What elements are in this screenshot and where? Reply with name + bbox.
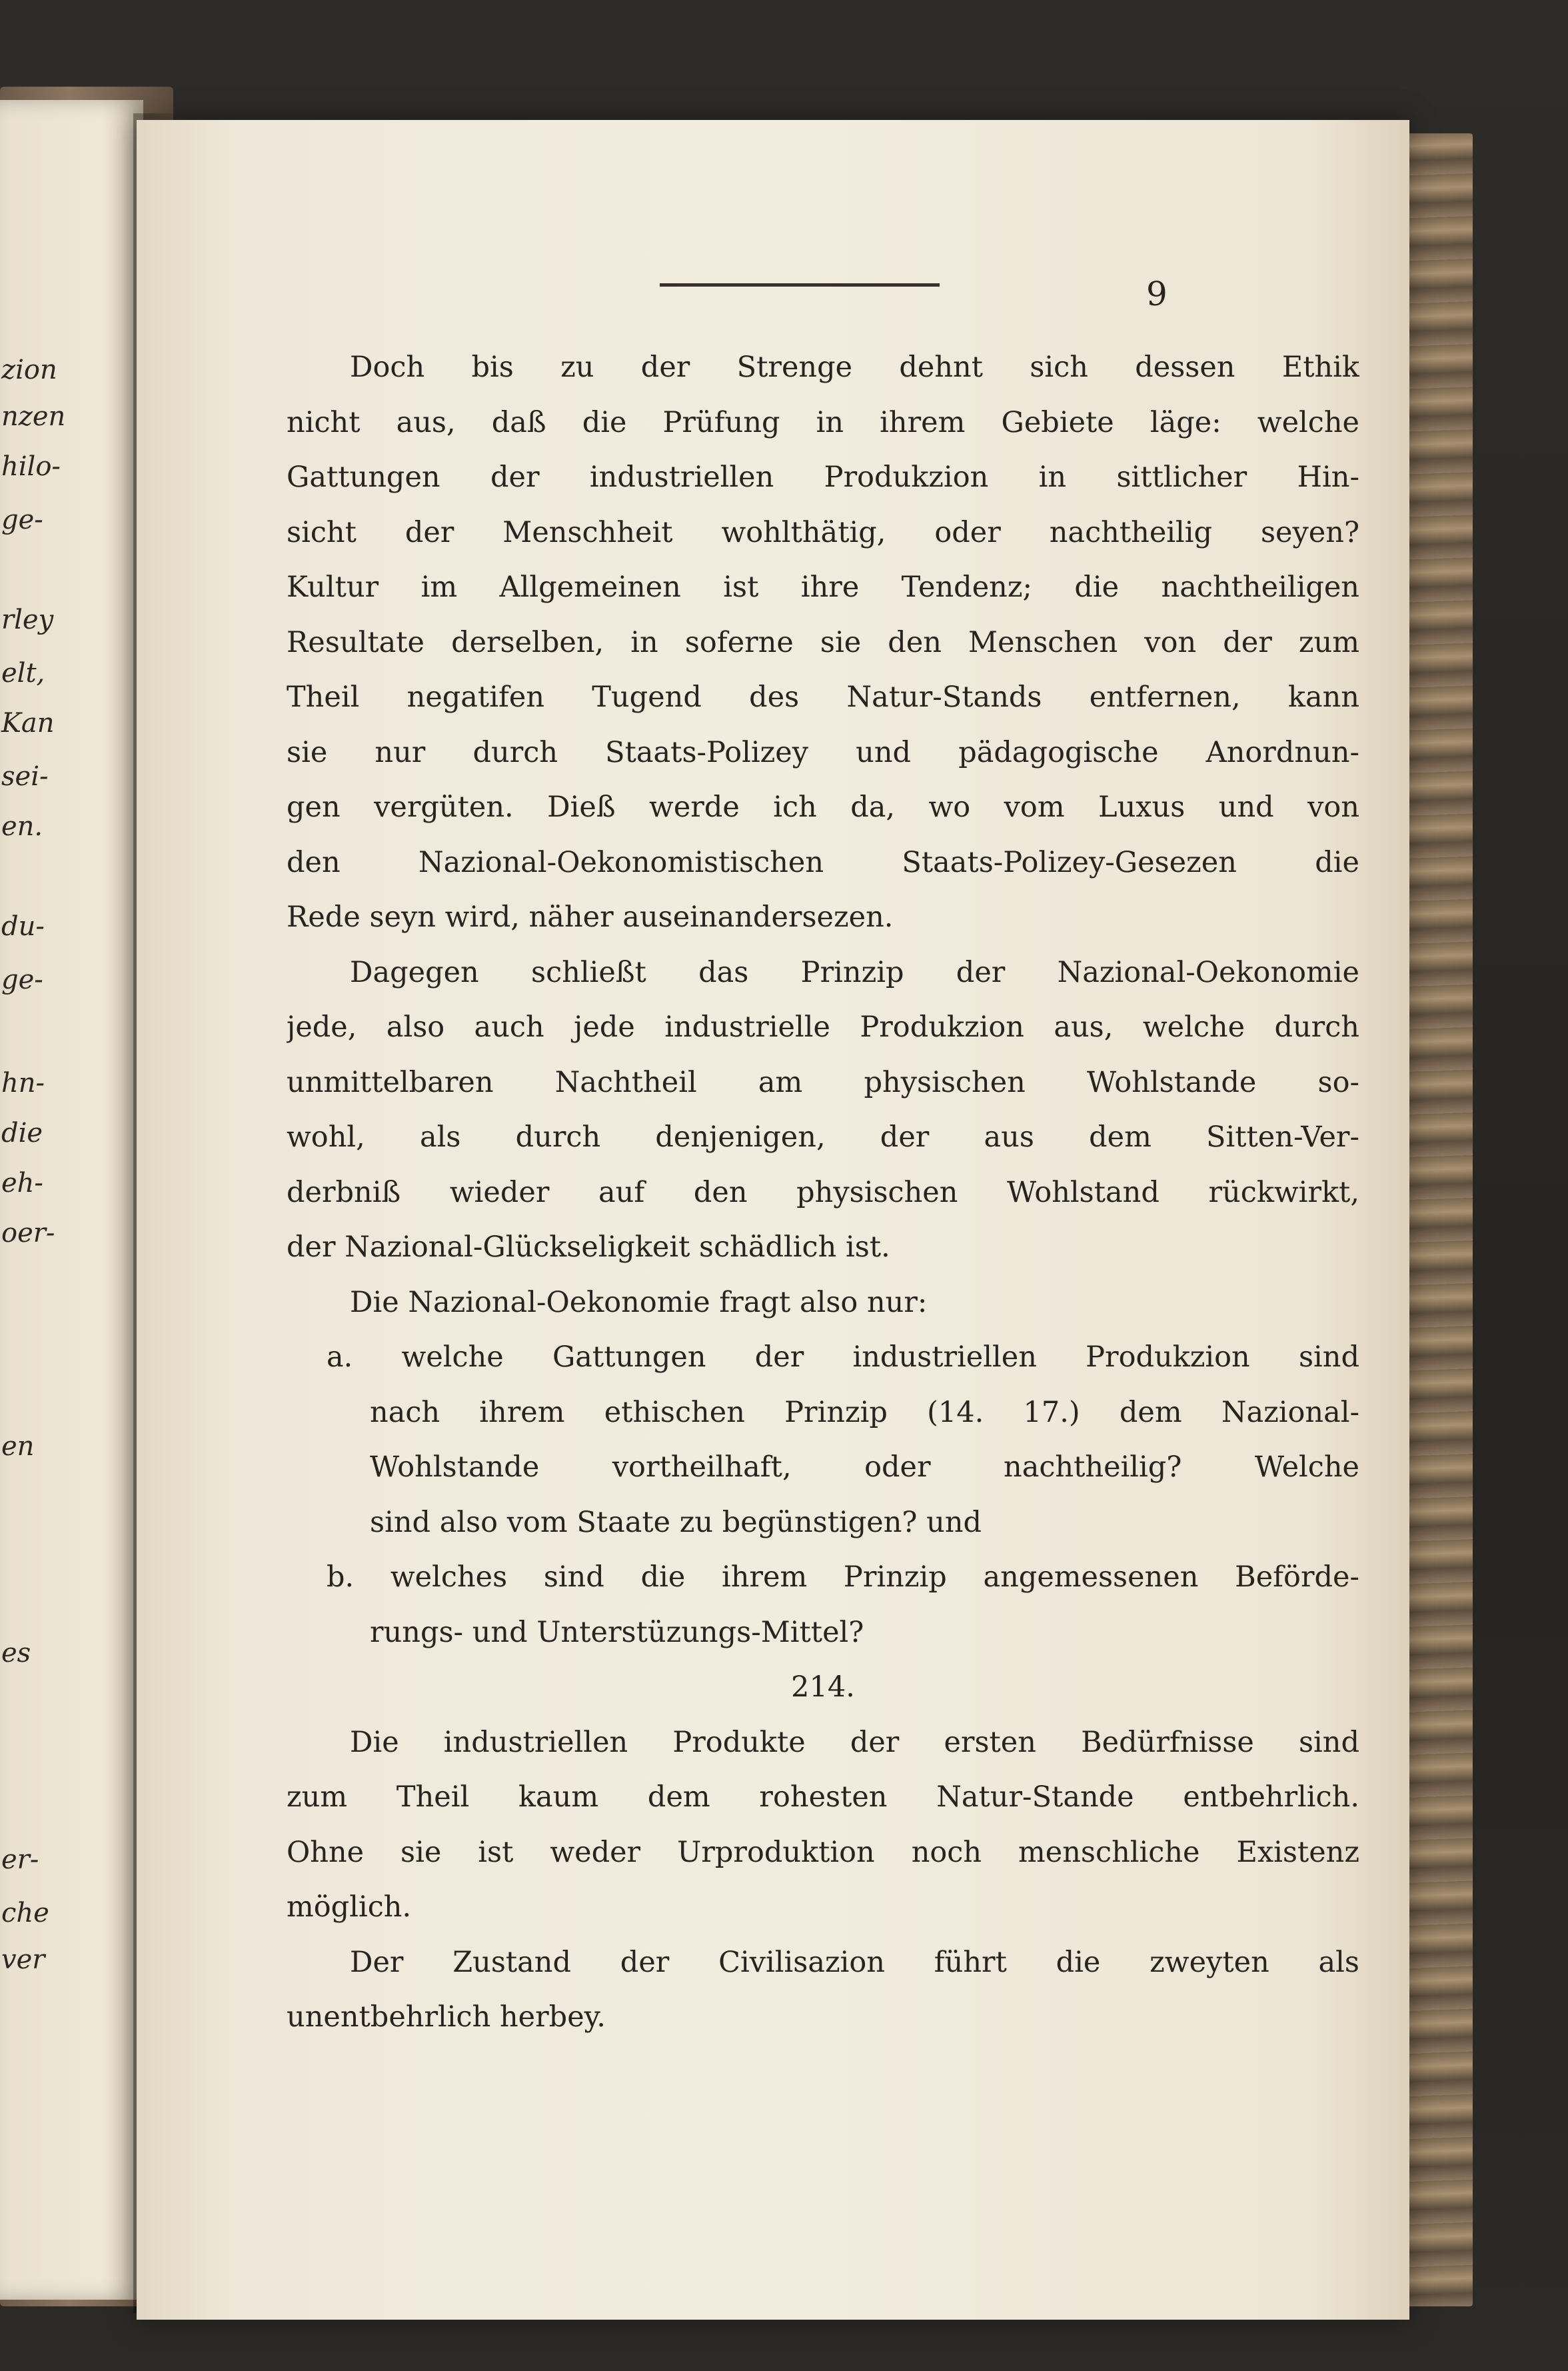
- text-line: unentbehrlich herbey.: [287, 2000, 606, 2034]
- text-line: sind also vom Staate zu begünstigen? und: [370, 1505, 982, 1539]
- text-line: nach ihrem ethischen Prinzip (14. 17.) dem Nazional-: [370, 1395, 1359, 1429]
- text-line: unmittelbaren Nachtheil am physischen Wohlstande so-: [287, 1065, 1359, 1099]
- text-line: derbniß wieder auf den physischen Wohlstand rückwirkt,: [287, 1175, 1359, 1209]
- left-page-fragment: es: [1, 1638, 31, 1668]
- left-page-fragment: oer-: [1, 1218, 55, 1248]
- text-line: Resultate derselben, in soferne sie den Menschen von der zum: [287, 625, 1359, 659]
- left-page-fragment: Kan: [1, 708, 55, 739]
- left-page: [0, 100, 143, 2300]
- left-page-fragment: che: [1, 1898, 49, 1928]
- text-line: sie nur durch Staats-Polizey und pädagogische Anordnun-: [287, 735, 1359, 769]
- left-page-fragment: rley: [1, 605, 54, 635]
- text-line: Gattungen der industriellen Produkzion in sittlicher Hin-: [287, 461, 1359, 494]
- left-page-fragment: eh-: [1, 1168, 43, 1198]
- text-line: nicht aus, daß die Prüfung in ihrem Gebiete läge: welche: [287, 405, 1359, 439]
- header-rule: [660, 283, 940, 287]
- left-page-fragment: sei-: [1, 761, 49, 792]
- text-line: Ohne sie ist weder Urproduktion noch menschliche Existenz: [287, 1835, 1359, 1869]
- page-number: 9: [1146, 275, 1168, 313]
- text-line: Die Nazional-Oekonomie fragt also nur:: [350, 1285, 928, 1319]
- left-page-fragment: hilo-: [1, 451, 61, 482]
- text-line: Wohlstande vortheilhaft, oder nachtheilig? Welche: [370, 1450, 1359, 1484]
- left-page-fragment: er-: [1, 1844, 39, 1875]
- left-page-fragment: hn-: [1, 1068, 45, 1099]
- text-line: zum Theil kaum dem rohesten Natur-Stande entbehrlich.: [287, 1780, 1359, 1814]
- text-line: gen vergüten. Dieß werde ich da, wo vom Luxus und von: [287, 791, 1359, 824]
- right-page: [137, 120, 1409, 2320]
- left-page-fragment: nzen: [1, 401, 66, 432]
- left-page-fragment: ge-: [1, 505, 43, 535]
- text-line: sicht der Menschheit wohlthätig, oder nachtheilig seyen?: [287, 515, 1359, 549]
- text-line: der Nazional-Glückseligkeit schädlich ist.: [287, 1230, 890, 1264]
- left-page-fragment: en.: [1, 811, 43, 842]
- text-line: wohl, als durch denjenigen, der aus dem Sitten-Ver-: [287, 1121, 1359, 1154]
- text-line: Der Zustand der Civilisazion führt die zweyten als: [350, 1945, 1359, 1979]
- page-text: [287, 340, 1359, 2045]
- left-page-fragment: du-: [1, 911, 45, 942]
- section-number: 214.: [791, 1670, 855, 1704]
- text-line: Die industriellen Produkte der ersten Bedürfnisse sind: [350, 1725, 1359, 1759]
- left-page-fragment: en: [1, 1431, 35, 1462]
- text-line: jede, also auch jede industrielle Produkzion aus, welche durch: [287, 1011, 1359, 1044]
- list-item-b: b. welches sind die ihrem Prinzip angemessenen Beförde-: [327, 1560, 1359, 1594]
- left-page-fragment: die: [1, 1118, 43, 1149]
- left-page-fragment: zion: [1, 355, 57, 385]
- text-line: Kultur im Allgemeinen ist ihre Tendenz; die nachtheiligen: [287, 571, 1359, 604]
- left-page-fragment: elt,: [1, 658, 45, 689]
- list-item-a: a. welche Gattungen der industriellen Produkzion sind: [327, 1340, 1359, 1374]
- text-line: Doch bis zu der Strenge dehnt sich dessen Ethik: [350, 351, 1359, 384]
- text-line: den Nazional-Oekonomistischen Staats-Polizey-Gesezen die: [287, 845, 1359, 879]
- text-line: rungs- und Unterstüzungs-Mittel?: [370, 1615, 864, 1649]
- text-line: Rede seyn wird, näher auseinandersezen.: [287, 901, 894, 934]
- text-line: Dagegen schließt das Prinzip der Nazional-Oekonomie: [350, 955, 1359, 989]
- left-page-fragment: ge-: [1, 965, 43, 995]
- left-page-fragment: ver: [1, 1944, 45, 1975]
- text-line: möglich.: [287, 1890, 412, 1924]
- text-line: Theil negatifen Tugend des Natur-Stands entfernen, kann: [287, 681, 1359, 714]
